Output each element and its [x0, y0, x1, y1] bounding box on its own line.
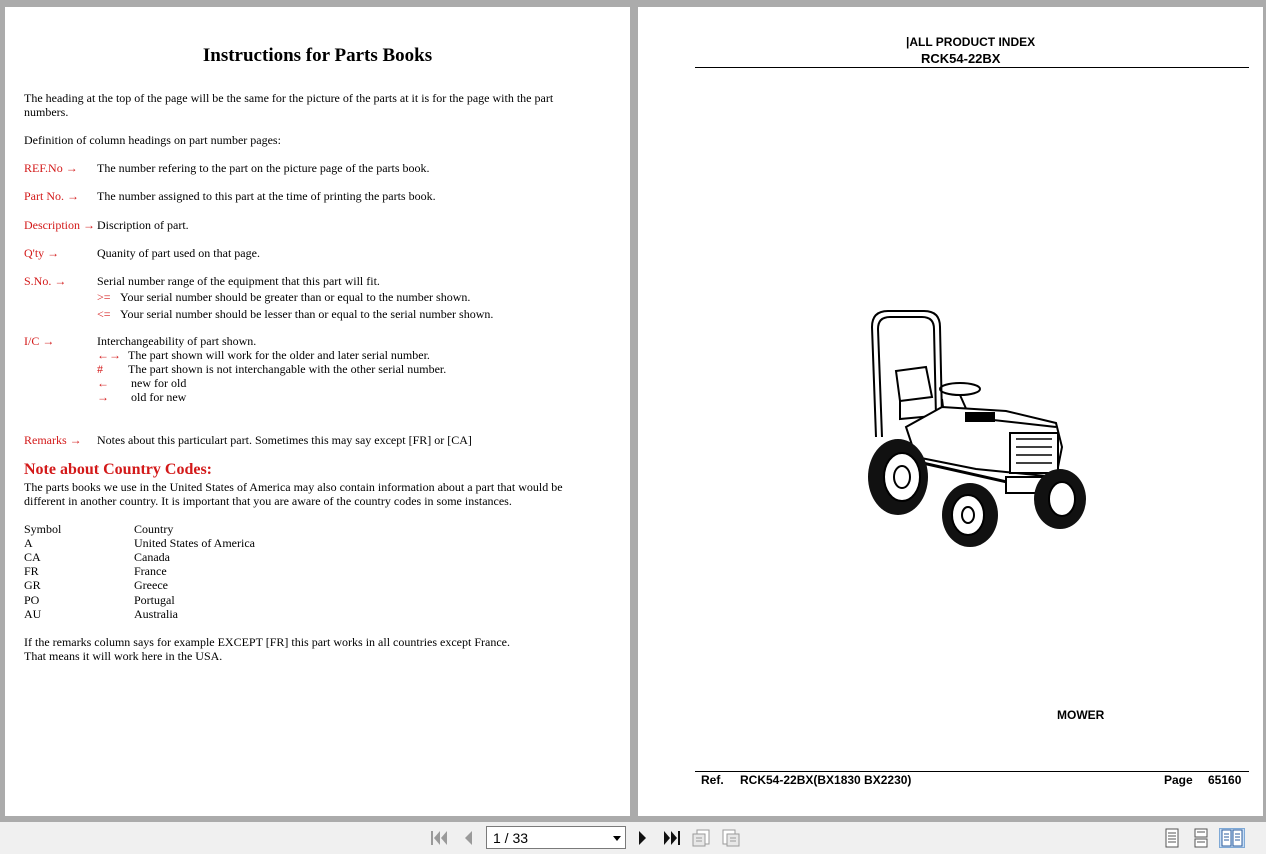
intro-text: The heading at the top of the page will be the same for the picture of the parts at it is for the page with the part	[24, 91, 554, 105]
footer-page-number: 65160	[1208, 773, 1242, 787]
right-page	[638, 7, 1263, 816]
definition-label: S.No. →	[24, 274, 67, 288]
definition-text: Discription of part.	[97, 218, 189, 232]
definition-text: Notes about this particulart part. Sometimes this may say except [FR] or [CA]	[97, 433, 472, 447]
header-title: |ALL PRODUCT INDEX	[906, 35, 1036, 49]
header-rule	[695, 67, 1249, 68]
next-page-button[interactable]	[632, 828, 654, 848]
definition-label: I/C →	[24, 334, 55, 348]
table-cell: France	[134, 564, 167, 578]
ic-note: The part shown will work for the older and later serial number.	[128, 348, 430, 362]
continuous-page-icon	[1192, 828, 1210, 848]
page-indicator: 1 / 33	[493, 830, 529, 846]
definition-label: Part No. →	[24, 189, 79, 203]
ic-note: old for new	[131, 390, 187, 404]
definition-label: Remarks →	[24, 433, 82, 447]
table-cell: Canada	[134, 550, 170, 564]
footer-page-label: Page	[1164, 773, 1193, 787]
next-view-icon	[720, 828, 742, 848]
front-wheel	[1034, 469, 1086, 529]
ic-symbol: ←→	[97, 348, 121, 362]
country-paragraph: different in another country. It is important that you are aware of the country codes in some instances.	[24, 494, 512, 508]
last-page-button[interactable]	[660, 828, 682, 848]
two-page-icon	[1221, 829, 1243, 847]
go-forward-view-button[interactable]	[720, 828, 742, 848]
footer-ref-label: Ref.	[701, 773, 724, 787]
last-page-icon	[661, 829, 681, 847]
left-page	[5, 7, 630, 816]
ic-note: The part shown is not interchangable with the other serial number.	[128, 362, 447, 376]
country-paragraph: The parts books we use in the United States of America may also contain information about a part that would be	[24, 480, 563, 494]
serial-symbol: >=	[97, 290, 111, 304]
definition-text: Interchangeability of part shown.	[97, 334, 257, 348]
single-page-icon	[1163, 828, 1181, 848]
front-wheel	[942, 483, 998, 547]
continuous-view-button[interactable]	[1190, 828, 1212, 848]
table-cell: CA	[24, 550, 41, 564]
viewer-toolbar	[0, 822, 1266, 854]
ic-symbol: ←	[97, 376, 109, 390]
table-cell: Portugal	[134, 593, 175, 607]
footer-ref-value: RCK54-22BX(BX1830 BX2230)	[740, 773, 912, 787]
previous-page-button[interactable]	[457, 828, 479, 848]
table-header: Symbol	[24, 522, 62, 536]
table-cell: AU	[24, 607, 42, 621]
first-page-button[interactable]	[429, 828, 451, 848]
page-title: Instructions for Parts Books	[202, 45, 433, 66]
next-page-icon	[636, 829, 650, 847]
go-back-view-button[interactable]	[690, 828, 712, 848]
table-cell: United States of America	[134, 536, 255, 550]
two-page-view-button[interactable]	[1219, 828, 1245, 848]
first-page-icon	[430, 829, 450, 847]
closing-text: If the remarks column says for example EXCEPT [FR] this part works in all countries except France.	[24, 635, 510, 649]
definitions-heading: Definition of column headings on part number pages:	[24, 133, 281, 147]
header-model: RCK54-22BX	[921, 51, 1001, 66]
serial-note: Your serial number should be greater than or equal to the number shown.	[120, 290, 471, 304]
footer-rule	[695, 771, 1249, 772]
previous-page-icon	[461, 829, 475, 847]
serial-symbol: <=	[97, 307, 111, 321]
table-cell: GR	[24, 578, 41, 592]
table-cell: Greece	[134, 578, 168, 592]
page-number-select[interactable]	[486, 826, 626, 849]
dropdown-arrow-icon	[613, 836, 621, 841]
ic-symbol: #	[97, 362, 103, 376]
definition-text: Serial number range of the equipment that this part will fit.	[97, 274, 380, 288]
single-page-view-button[interactable]	[1161, 828, 1183, 848]
definition-label: Q'ty →	[24, 246, 60, 260]
definition-text: The number refering to the part on the picture page of the parts book.	[97, 161, 430, 175]
intro-text-cont: numbers.	[24, 105, 69, 119]
tractor-illustration	[856, 307, 1090, 547]
table-cell: Australia	[134, 607, 178, 621]
definition-label: Description →	[24, 218, 95, 232]
rear-wheel	[868, 439, 928, 515]
country-codes-heading: Note about Country Codes:	[24, 461, 212, 478]
closing-text: That means it will work here in the USA.	[24, 649, 223, 663]
definition-label: REF.No →	[24, 161, 78, 175]
table-cell: PO	[24, 593, 40, 607]
table-cell: FR	[24, 564, 39, 578]
ic-symbol: →	[97, 390, 109, 404]
serial-note: Your serial number should be lesser than or equal to the serial number shown.	[120, 307, 494, 321]
previous-view-icon	[690, 828, 712, 848]
definition-text: The number assigned to this part at the time of printing the parts book.	[97, 189, 436, 203]
table-cell: A	[24, 536, 33, 550]
image-caption: MOWER	[1057, 708, 1105, 722]
table-header: Country	[134, 522, 174, 536]
definition-text: Quanity of part used on that page.	[97, 246, 260, 260]
ic-note: new for old	[131, 376, 187, 390]
